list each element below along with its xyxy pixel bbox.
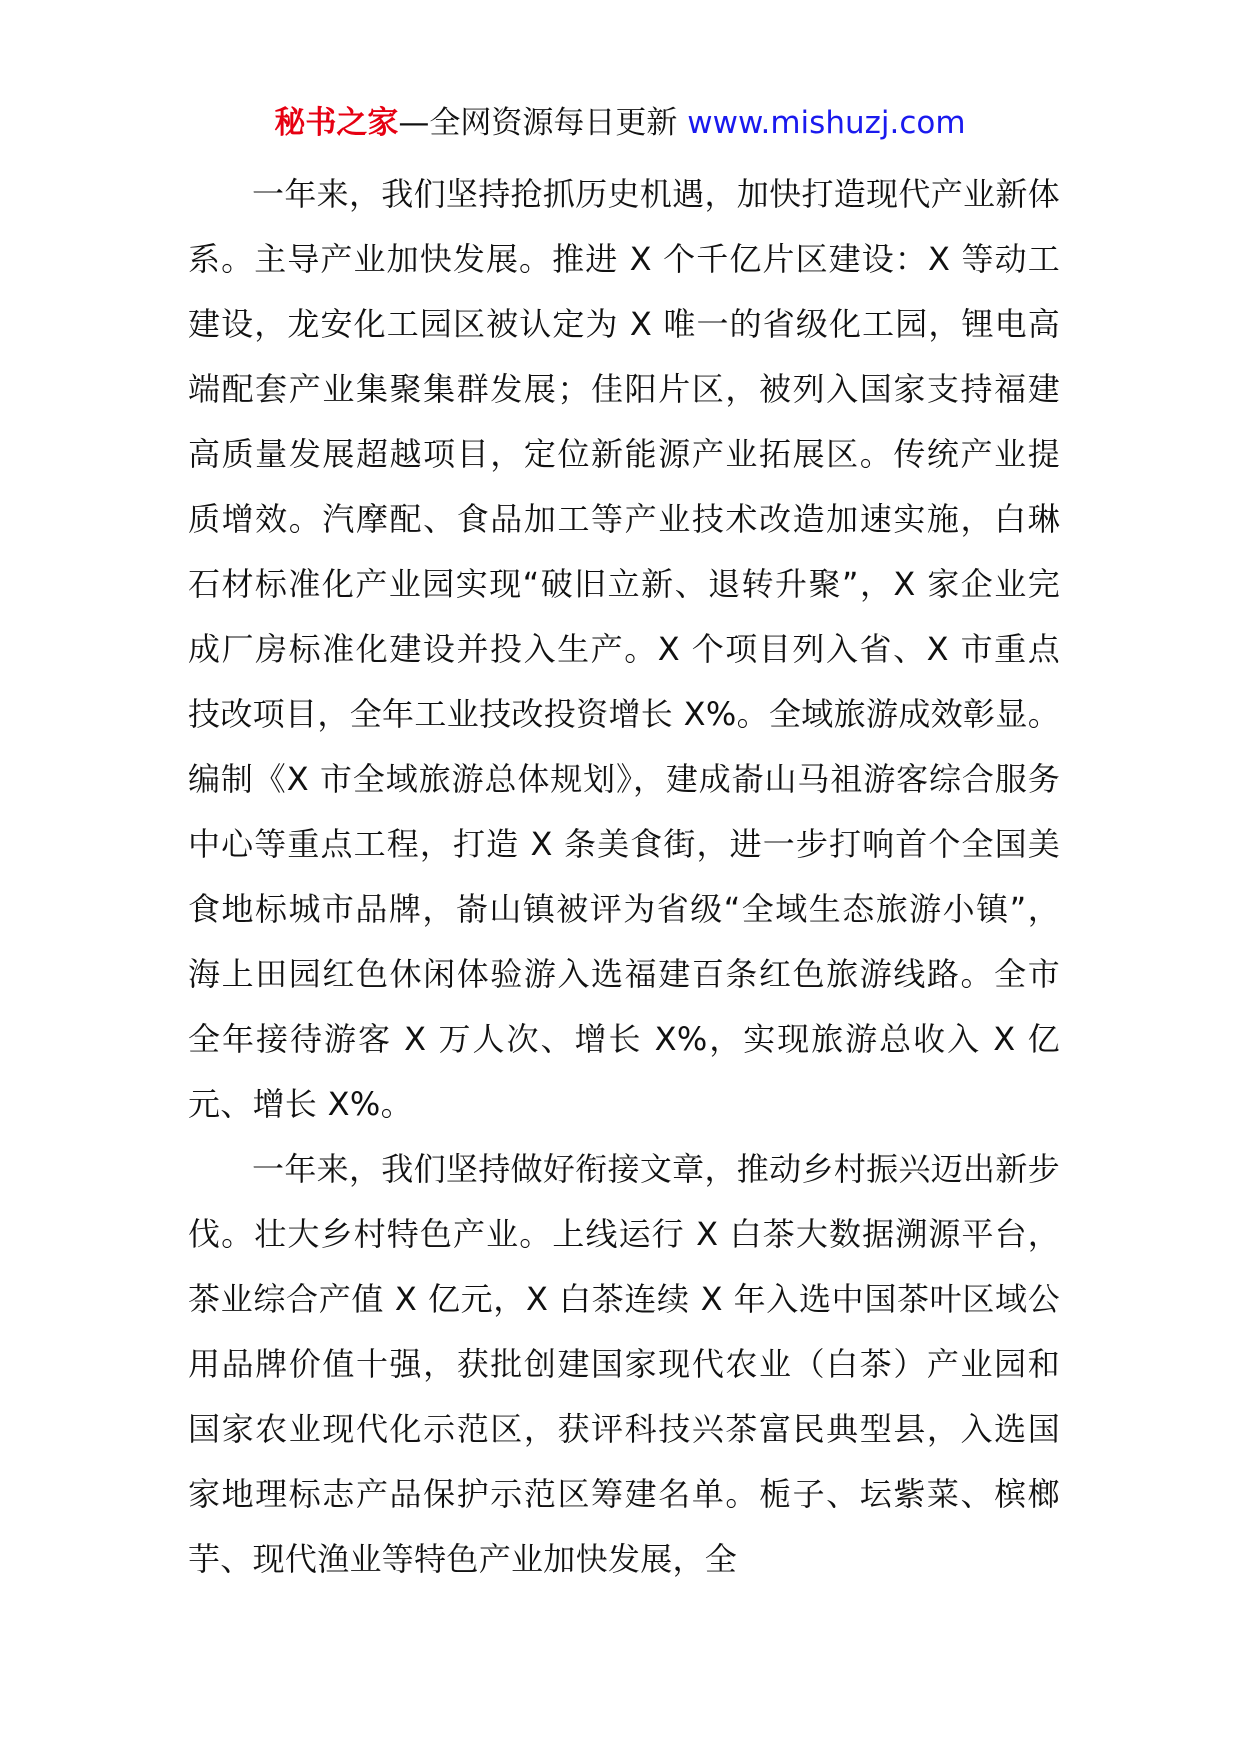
paragraph-2: 一年来，我们坚持做好衔接文章，推动乡村振兴迈出新步伐。壮大乡村特色产业。上线运行 X 白茶大数据溯源平台，茶业综合产值 X 亿元，X 白茶连续 X 年入选中国茶叶区域公用品牌价值十强，获批创建国家现代农业（白茶）产业园和国家农业现代化示范区，获评科技兴茶富民典型县，入选国家地理标志产品保护示范区筹建名单。栀子、坛紫菜、槟榔芋、现代渔业等特色产业加快发展，全 — [188, 1150, 1060, 1578]
page-header — [0, 100, 1240, 146]
document-body — [188, 162, 1060, 1592]
header-slogan: —全网资源每日更新 — [398, 105, 678, 141]
paragraph-1: 一年来，我们坚持抢抓历史机遇，加快打造现代产业新体系。主导产业加快发展。推进 X 个千亿片区建设：X 等动工建设，龙安化工园区被认定为 X 唯一的省级化工园，锂电高端配套产业集聚集群发展；佳阳片区，被列入国家支持福建高质量发展超越项目，定位新能源产业拓展区。传统产业提质增效。汽摩配、食品加工等产业技术改造加速实施，白琳石材标准化产业园实现“破旧立新、退转升聚”，X 家企业完成厂房标准化建设并投入生产。X 个项目列入省、X 市重点技改项目，全年工业技改投资增长 X%。全域旅游成效彰显。编制《X 市全域旅游总体规划》，建成嵛山马祖游客综合服务中心等重点工程，打造 X 条美食街，进一步打响首个全国美食地标城市品牌，嵛山镇被评为省级“全域生态旅游小镇”，海上田园红色休闲体验游入选福建百条红色旅游线路。全市全年接待游客 X 万人次、增长 X%，实现旅游总收入 X 亿元、增长 X%。 — [188, 175, 1060, 1123]
brand-name: 秘书之家 — [274, 105, 399, 141]
site-url-link[interactable]: www.mishuzj.com — [687, 105, 966, 141]
